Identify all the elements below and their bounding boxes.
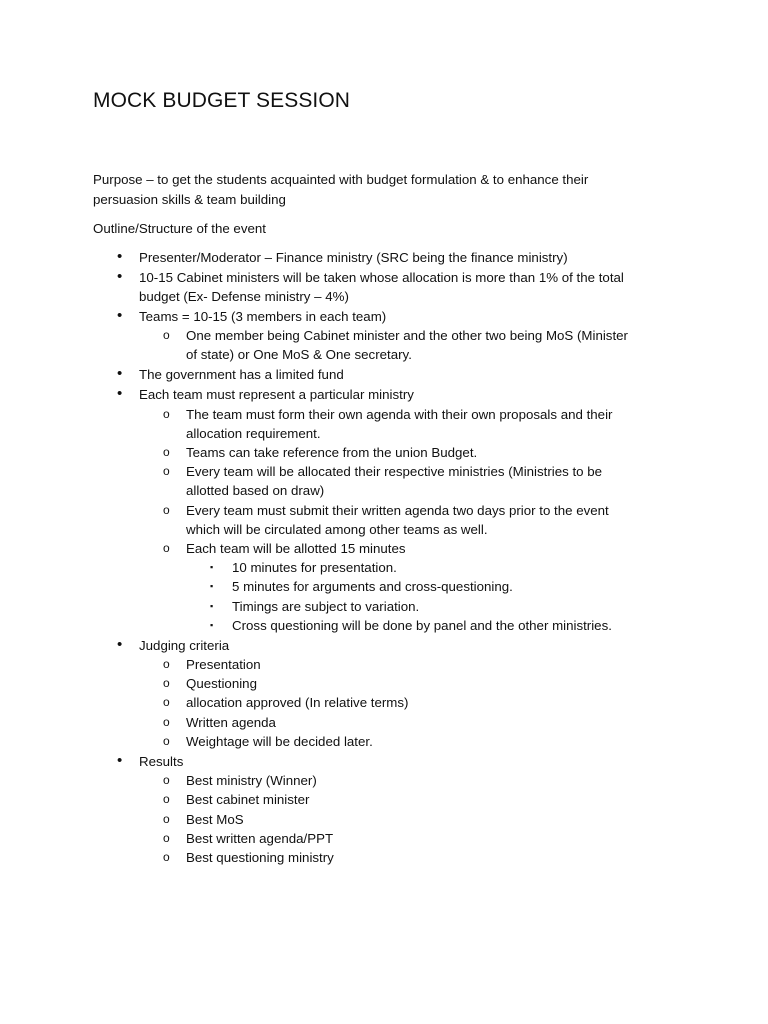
purpose-line: Purpose – to get the students acquainted with budget formulation & to enhance their: [93, 172, 589, 187]
list-marker-bullet: •: [117, 385, 123, 402]
list-marker-bullet: •: [117, 752, 123, 769]
list-marker-square: ▪: [210, 620, 214, 630]
list-marker-circle: o: [163, 407, 170, 421]
list-marker-square: ▪: [210, 562, 214, 572]
list-marker-circle: o: [163, 328, 170, 342]
list-marker-circle: o: [163, 445, 170, 459]
list-item-level-2: Best MoS: [186, 812, 244, 827]
list-item-level-2: Questioning: [186, 676, 257, 691]
list-marker-circle: o: [163, 850, 170, 864]
list-item-level-1: budget (Ex- Defense ministry – 4%): [139, 289, 349, 304]
list-item-level-2: Teams can take reference from the union Budget.: [186, 445, 478, 460]
list-marker-circle: o: [163, 734, 170, 748]
list-item-level-2: Best questioning ministry: [186, 850, 334, 865]
list-marker-bullet: •: [117, 636, 123, 653]
list-marker-bullet: •: [117, 268, 123, 285]
purpose-line: persuasion skills & team building: [93, 191, 286, 207]
list-item-level-2: allocation approved (In relative terms): [186, 695, 409, 710]
list-marker-circle: o: [163, 503, 170, 517]
list-marker-circle: o: [163, 657, 170, 671]
outline-heading: Outline/Structure of the event: [93, 221, 266, 236]
list-item-level-3: Timings are subject to variation.: [232, 599, 420, 614]
list-marker-circle: o: [163, 715, 170, 729]
list-marker-bullet: •: [117, 248, 123, 265]
list-item-level-2: Best written agenda/PPT: [186, 831, 334, 846]
list-item-level-2: Presentation: [186, 657, 261, 672]
list-item-level-2: which will be circulated among other teams as well.: [186, 522, 488, 537]
list-marker-bullet: •: [117, 365, 123, 382]
list-marker-circle: o: [163, 676, 170, 690]
list-item-level-2: The team must form their own agenda with their own proposals and their: [186, 407, 613, 422]
page-title: MOCK BUDGET SESSION: [93, 89, 351, 112]
list-item-level-1: Each team must represent a particular ministry: [139, 387, 414, 402]
list-item-level-1: 10-15 Cabinet ministers will be taken whose allocation is more than 1% of the total: [139, 270, 624, 285]
list-item-level-1: Results: [139, 754, 184, 769]
list-item-level-2: Weightage will be decided later.: [186, 734, 373, 749]
list-item-level-2: allotted based on draw): [186, 483, 325, 498]
list-item-level-2: One member being Cabinet minister and the other two being MoS (Minister: [186, 328, 628, 343]
list-item-level-2: Every team must submit their written agenda two days prior to the event: [186, 503, 609, 518]
list-marker-circle: o: [163, 792, 170, 806]
list-marker-circle: o: [163, 695, 170, 709]
list-item-level-2: of state) or One MoS & One secretary.: [186, 347, 412, 362]
list-item-level-3: 10 minutes for presentation.: [232, 560, 397, 575]
list-item-level-1: Teams = 10-15 (3 members in each team): [139, 309, 387, 324]
list-item-level-1: The government has a limited fund: [139, 367, 344, 382]
list-marker-circle: o: [163, 831, 170, 845]
purpose-paragraph: [93, 170, 653, 209]
list-marker-bullet: •: [117, 307, 123, 324]
list-item-level-2: Each team will be allotted 15 minutes: [186, 541, 406, 556]
list-item-level-2: Best ministry (Winner): [186, 773, 317, 788]
list-item-level-2: Best cabinet minister: [186, 792, 310, 807]
list-item-level-1: Judging criteria: [139, 638, 230, 653]
list-item-level-3: Cross questioning will be done by panel and the other ministries.: [232, 618, 612, 633]
list-marker-square: ▪: [210, 581, 214, 591]
list-marker-square: ▪: [210, 601, 214, 611]
list-marker-circle: o: [163, 541, 170, 555]
list-marker-circle: o: [163, 464, 170, 478]
list-item-level-2: allocation requirement.: [186, 426, 321, 441]
list-item-level-2: Written agenda: [186, 715, 276, 730]
list-item-level-2: Every team will be allocated their respective ministries (Ministries to be: [186, 464, 603, 479]
list-marker-circle: o: [163, 773, 170, 787]
list-marker-circle: o: [163, 812, 170, 826]
list-item-level-1: Presenter/Moderator – Finance ministry (SRC being the finance ministry): [139, 250, 568, 265]
list-item-level-3: 5 minutes for arguments and cross-questioning.: [232, 579, 513, 594]
